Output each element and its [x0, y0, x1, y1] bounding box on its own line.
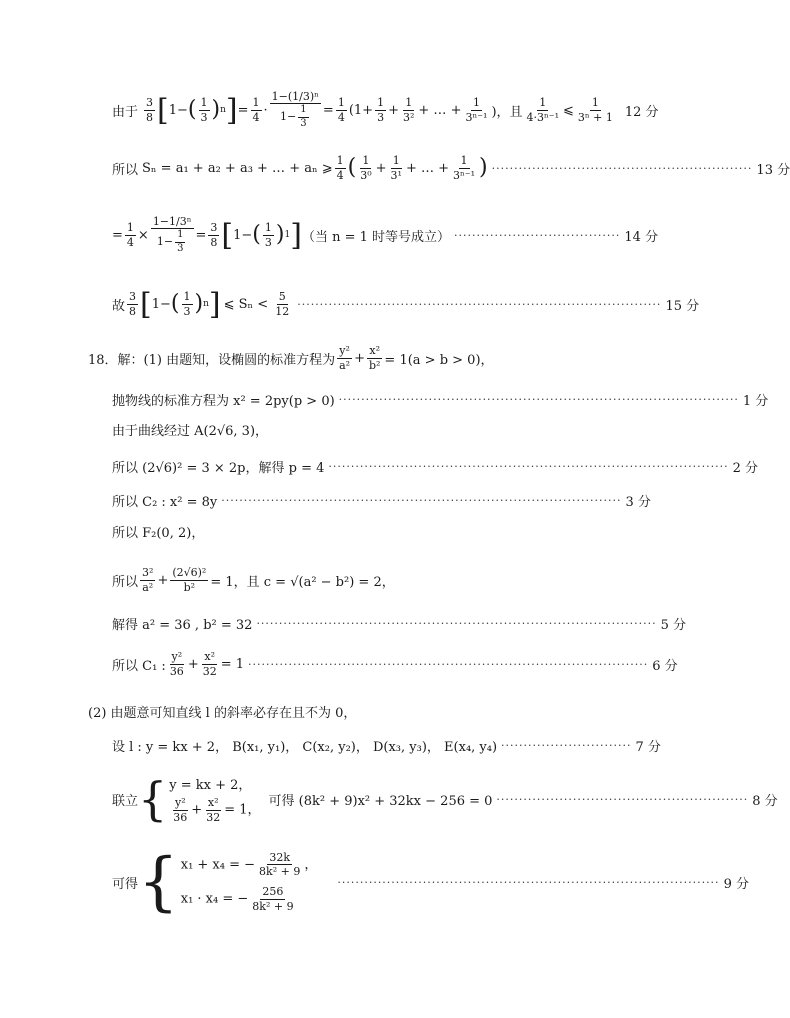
- line-2pt: 所以 (2√6)² = 3 × 2p，解得 p = 4 ························································································· 2 分: [112, 459, 758, 476]
- problem-18-header: 18．解：(1) 由题知，设椭圆的标准方程为 $\frac{\text{y²}}{\text{a²}}$ + $\frac{\text{x²}}{\text{b²}}$ = 1(a > b > 0)，: [88, 343, 494, 372]
- equation-system: { x₁ + x₄ = − $\frac{32k}{\text{8k² + 9}}$ ， x₁ · x₄ = − $\frac{256}{\text{8k² + 9}}$: [138, 845, 318, 919]
- line-9pt: 可得 { x₁ + x₄ = − $\frac{32k}{\text{8k² + 9}}$ ， x₁ · x₄ = − $\frac{256}{\text{8k² + 9}}$ ····················································································· 9 分: [112, 845, 749, 919]
- line-7pt: 设 l : y = kx + 2， B(x₁, y₁)， C(x₂, y₂)， D(x₃, y₃)， E(x₄, y₄) ····························· 7 分: [112, 738, 661, 755]
- line-point-a: 由于曲线经过 A(2√6, 3)，: [112, 423, 269, 439]
- line-3pt: 所以 C₂ : x² = 8y ························································································· 3 分: [112, 493, 651, 510]
- line-ellipse-eq: 所以 $\frac{\text{3²}}{\text{a²}}$ + $\frac{\text{(2√6)²}}{\text{b²}}$ = 1，且 c = √(a² − b²) = 2，: [112, 565, 395, 594]
- equation-system: { y = kx + 2， $\frac{\text{y²}}{36}$ + $\frac{\text{x²}}{32}$ = 1，: [138, 772, 261, 826]
- part-2-header: (2) 由题意可知直线 l 的斜率必存在且不为 0，: [88, 705, 357, 721]
- leader-dots: ·························································································: [221, 493, 622, 507]
- leader-dots: ························································: [496, 792, 749, 806]
- line-12: 由于 $\frac{3}{8}$ [ 1− ( $\frac{1}{3}$ ) n ] = $\frac{1}{4}$ · 1−(1/3)ⁿ 1− $\frac{1}{3}$ = $\frac{1}{4}$ (1+ $\frac{1}{3}$ + $\frac{1}{\text{3²}}$ + … + $\frac{1}{\text{3ⁿ⁻¹}}$ )，且 $\frac{1}{\text{4·3ⁿ⁻¹}}$ ⩽ $\frac{1}{\text{3ⁿ + 1}}$ 12 分: [112, 89, 659, 129]
- line-5pt: 解得 a² = 36 , b² = 32 ························································································· 5 分: [112, 616, 687, 633]
- leader-dots: ·····························: [501, 738, 632, 752]
- leader-dots: ·························································································: [248, 657, 649, 671]
- leader-dots: ·················································································: [297, 297, 662, 311]
- lead-text: 由于: [112, 104, 139, 120]
- leader-dots: ·························································································: [256, 616, 657, 630]
- leader-dots: ·····································: [454, 228, 621, 242]
- line-f2: 所以 F₂(0, 2)，: [112, 525, 205, 541]
- line-6pt: 所以 C₁ : $\frac{\text{y²}}{36}$ + $\frac{\text{x²}}{32}$ = 1 ························································································· 6 分: [112, 649, 678, 678]
- line-15: 故 $\frac{3}{8}$ [ 1− ( $\frac{1}{3}$ ) n ] ⩽ Sₙ < $\frac{5}{12}$ ················································································· 15 分: [112, 286, 700, 322]
- line-1pt: 抛物线的标准方程为 x² = 2py(p > 0) ························································································· 1 分: [112, 392, 769, 409]
- fraction: $\frac{3}{8}$: [146, 95, 154, 124]
- leader-dots: ·····················································································: [337, 875, 720, 889]
- leader-dots: ··························································: [491, 161, 753, 175]
- line-14: = $\frac{1}{4}$ × 1−1/3ⁿ 1− $\frac{1}{3}$ = $\frac{3}{8}$ [ 1− ( $\frac{1}{3}$ ) 1 ] （当 n = 1 时等号成立） ····································· 14 分: [112, 214, 659, 254]
- leader-dots: ·························································································: [328, 459, 729, 473]
- line-13: 所以 Sₙ = a₁ + a₂ + a₃ + … + aₙ ⩾ $\frac{1}{4}$ ( $\frac{1}{\text{3⁰}}$ + $\frac{1}{\text{3¹}}$ + … + $\frac{1}{\text{3ⁿ⁻¹}}$ ) ·························································· 13 分: [112, 153, 790, 182]
- line-8pt: 联立 { y = kx + 2， $\frac{\text{y²}}{36}$ + $\frac{\text{x²}}{32}$ = 1， 可得 (8k² + 9)x² + 32kx − 256 = 0 ························································ 8 分: [112, 772, 778, 826]
- leader-dots: ·························································································: [338, 392, 739, 406]
- score: 12 分: [624, 104, 659, 120]
